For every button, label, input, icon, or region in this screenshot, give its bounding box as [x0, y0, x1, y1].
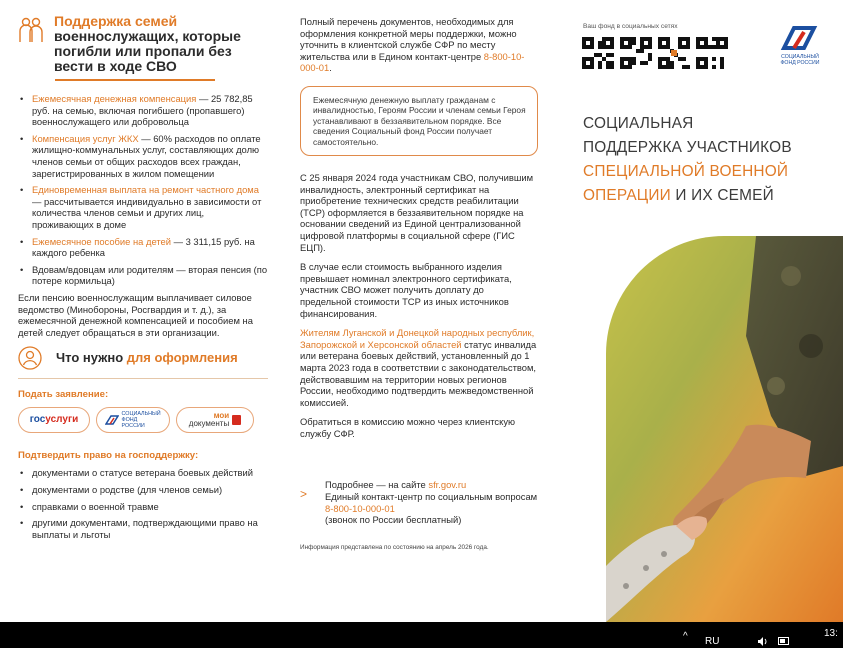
how-to-apply-header	[18, 346, 268, 370]
title-divider	[55, 79, 215, 81]
social-label: Ваш фонд в социальных сетях	[583, 23, 678, 30]
benefit-text: — 60% расходов по оплате жилищно-коммунальных услуг, составляющих долю членов семьи от общих расходов всех граждан, зарегистрированных в жилом помещении	[32, 132, 261, 179]
benefit-text: — рассчитывается индивидуально в зависимости от количества членов семьи и других лиц, проживающих в доме	[32, 195, 262, 230]
benefit-highlight: Компенсация услуг ЖКХ	[32, 132, 139, 144]
confirm-item: • документами о статусе ветерана боевых действий	[18, 467, 268, 479]
tray-chevron-icon[interactable]: ^	[683, 631, 688, 642]
benefit-highlight: Ежемесячная денежная компенсация	[32, 93, 197, 104]
intro-text: Полный перечень документов, необходимых для оформления конкретной меры поддержки, можно уточнить в клиентской службе СФР по месту жительства или в Едином контакт-центре	[300, 16, 517, 62]
left-column	[18, 14, 268, 545]
regions-accent: Жителям Луганской и Донецкой народных республик, Запорожской и Херсонской областей	[300, 327, 535, 350]
title-tail: И ИХ СЕМЕЙ	[670, 187, 774, 204]
middle-column	[300, 16, 538, 553]
family-support-title-accent: Поддержка семей	[54, 13, 178, 29]
moi-dokumenty-logo[interactable]	[176, 407, 254, 433]
more-contact: Единый контакт-центр по социальным вопросам	[325, 491, 538, 503]
more-site-line	[325, 479, 538, 491]
benefit-item	[18, 264, 268, 287]
confirm-item: • документами о родстве (для членов семьи)	[18, 484, 268, 496]
regions-text: статус инвалида или ветерана боевых действий, установленный до 1 марта 2023 года в соответствии с законодательством, действовавшим на территории новых регионов России, необходимо подтвердить межведомственной комиссией.	[300, 338, 537, 408]
more-free-line: (звонок по России бесплатный)	[325, 514, 462, 526]
more-prefix: Подробнее — на сайте	[325, 479, 429, 491]
gosuslugi-logo[interactable]	[18, 407, 90, 433]
service-logos	[18, 407, 268, 433]
more-phone[interactable]: 8-800-10-000-01	[325, 502, 395, 514]
title-line-2: ПОДДЕРЖКА УЧАСТНИКОВ	[583, 139, 792, 156]
sfr-logo	[778, 22, 822, 66]
title-line-1: СОЦИАЛЬНАЯ	[583, 115, 694, 132]
benefit-item	[18, 184, 268, 230]
sfr-logo-pill[interactable]	[96, 407, 170, 433]
taskbar	[0, 622, 843, 648]
moi-part2: документы	[188, 418, 230, 428]
pension-note: Если пенсию военнослужащим выплачивает силовое ведомство (Минобороны, Росгвардия и т. д.), за ежемесячной денежной компенсацией и пособием на детей следует обращаться в эти организации.	[18, 291, 253, 338]
documents-intro	[300, 16, 538, 74]
sfr-logo-icon	[780, 22, 820, 52]
speaker-icon[interactable]	[758, 637, 768, 648]
how-title-accent: для оформления	[126, 350, 238, 366]
benefit-item	[18, 93, 268, 128]
regions-paragraph	[300, 327, 538, 408]
brochure-title	[583, 112, 792, 208]
footnote: Информация представлена по состоянию на апрель 2026 года.	[300, 543, 489, 551]
confirm-list	[18, 467, 268, 540]
confirm-item: • другими документами, подтверждающими право на выплаты и льготы	[18, 517, 268, 540]
title-line-4	[583, 184, 792, 208]
right-column	[578, 0, 843, 622]
apply-label: Подать заявление:	[18, 389, 109, 401]
how-title-plain: Что нужно	[56, 350, 127, 366]
cost-paragraph: В случае если стоимость выбранного изделия превышает номинал электронного сертификата, участник СВО может получить доплату до предельной стоимости ТСР из иных источников финансирования.	[300, 261, 512, 319]
qr-code-icon[interactable]	[620, 37, 652, 69]
family-support-title	[54, 14, 268, 74]
more-info	[300, 479, 538, 525]
sfr-site-link[interactable]: sfr.gov.ru	[428, 479, 467, 491]
intro-phone[interactable]: 8-800-10-000-01	[300, 50, 525, 74]
sfr-logo-text: СОЦИАЛЬНЫЙ ФОНД РОССИИ	[780, 54, 820, 66]
benefit-text: — 25 782,85 руб. на семью, включая погибшего (пропавшего) военнослужащего или добровольца	[32, 93, 253, 128]
title-line-accent-1: СПЕЦИАЛЬНОЙ ВОЕННОЙ	[583, 163, 789, 180]
family-icon	[18, 16, 44, 44]
sfr-pill-text: СОЦИАЛЬНЫЙ ФОНД РОССИИ	[121, 410, 161, 429]
gosuslugi-part2: услуги	[45, 414, 79, 426]
benefit-highlight: Ежемесячное пособие на детей	[32, 235, 171, 247]
benefit-item	[18, 236, 268, 259]
more-contact-line	[325, 491, 538, 514]
sfr-mark-icon	[105, 415, 119, 425]
tsr-paragraph: С 25 января 2024 года участникам СВО, получившим инвалидность, электронный сертификат на приобретение технических средств реабилитации (ТСР) оформляется в беззаявительном порядке на основании сведений из Единой централизованной цифровой платформы в социальной сфере (ГИС ЕЦП).	[300, 172, 534, 253]
benefit-item	[18, 133, 268, 179]
title-accent-2: ОПЕРАЦИИ	[583, 187, 671, 204]
battery-icon[interactable]	[778, 637, 790, 647]
intro-end: .	[329, 62, 332, 74]
notice-box: Ежемесячную денежную выплату гражданам с инвалидностью, Героям России и членам семьи Героя устанавливают в беззаявительном порядке. Все сведения Социальный фонд России получает самостоятельно.	[300, 86, 538, 156]
document-icon	[232, 415, 241, 425]
more-info-text	[325, 479, 538, 525]
how-to-apply-title	[56, 352, 238, 364]
hands-photo-illustration	[606, 236, 843, 622]
gosuslugi-part1: гос	[29, 414, 46, 426]
how-divider	[18, 378, 268, 379]
person-icon	[18, 346, 42, 370]
commission-paragraph: Обратиться в комиссию можно через клиентскую службу СФР.	[300, 416, 516, 439]
family-support-title-rest: военнослужащих, которые погибли или пропали без вести в ходе СВО	[54, 28, 241, 74]
benefits-list	[18, 93, 268, 287]
qr-code-icon[interactable]	[696, 37, 728, 69]
qr-code-icon[interactable]	[582, 37, 614, 69]
confirm-label: Подтвердить право на господдержку:	[18, 449, 199, 461]
language-indicator[interactable]: RU	[705, 636, 720, 647]
chevron-right-icon: >	[300, 487, 308, 502]
clock[interactable]: 13:	[824, 628, 838, 639]
hands-photo	[606, 236, 843, 622]
qr-codes	[582, 37, 728, 69]
benefit-text: Вдовам/вдовцам или родителям — вторая пенсия (по потере кормильца)	[32, 263, 268, 287]
qr-code-icon[interactable]	[658, 37, 690, 69]
moi-part1: мои	[213, 410, 230, 420]
benefit-text: — 3 311,15 руб. на каждого ребенка	[32, 235, 255, 259]
benefit-highlight: Единовременная выплата на ремонт частного дома	[32, 184, 259, 196]
family-support-header	[18, 14, 268, 74]
confirm-item: • справками о военной травме	[18, 501, 268, 513]
